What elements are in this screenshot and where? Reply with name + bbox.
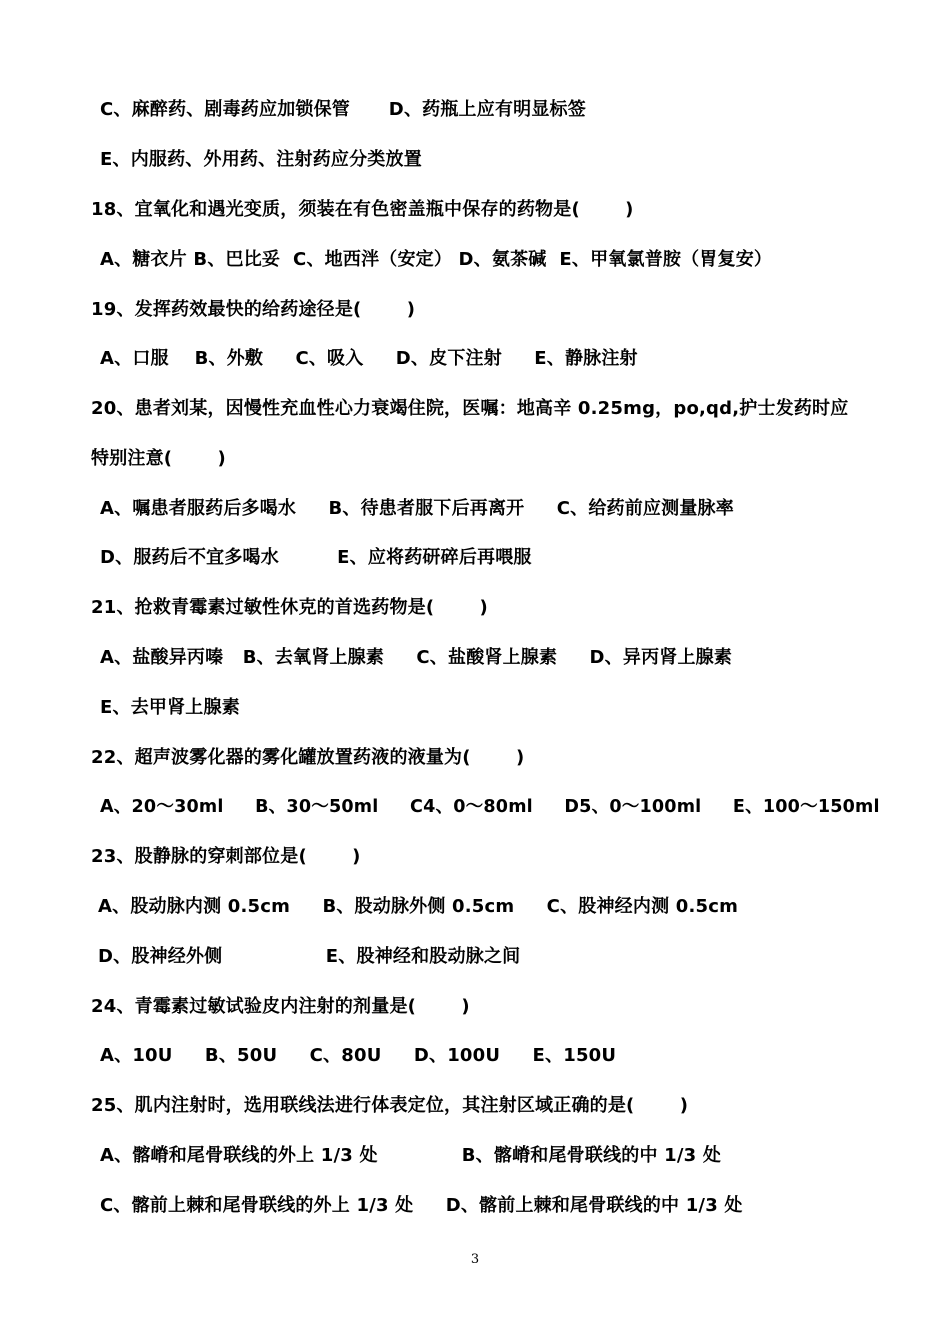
question-21: 21、抢救青霉素过敏性休克的首选药物是( ) xyxy=(91,597,488,618)
option-line-q22: A、20～30ml B、30～50ml C4、0～80ml D5、0～100ml E、100～150ml xyxy=(100,796,880,817)
option-line-q25-cd: C、髂前上棘和尾骨联线的外上 1/3 处 D、髂前上棘和尾骨联线的中 1/3 处 xyxy=(100,1195,743,1216)
option-line-q20-abc: A、嘱患者服药后多喝水 B、待患者服下后再离开 C、给药前应测量脉率 xyxy=(100,498,734,519)
option-line-q21-abcd: A、盐酸异丙嗪 B、去氧肾上腺素 C、盐酸肾上腺素 D、异丙肾上腺素 xyxy=(100,647,733,668)
option-line-q19: A、口服 B、外敷 C、吸入 D、皮下注射 E、静脉注射 xyxy=(100,348,638,369)
question-19: 19、发挥药效最快的给药途径是( ) xyxy=(91,299,416,320)
page-number: 3 xyxy=(470,1252,480,1267)
option-line-q21-e: E、去甲肾上腺素 xyxy=(100,697,240,718)
question-18: 18、宜氧化和遇光变质，须装在有色密盖瓶中保存的药物是( ) xyxy=(91,199,634,220)
question-20-line-1: 20、患者刘某，因慢性充血性心力衰竭住院，医嘱：地高辛 0.25mg，po,qd,护士发药时应 xyxy=(91,398,849,419)
option-line-q23-abc: A、股动脉内测 0.5cm B、股动脉外侧 0.5cm C、股神经内测 0.5cm xyxy=(98,896,739,917)
question-23: 23、股静脉的穿刺部位是( ) xyxy=(91,846,361,867)
option-line-q23-de: D、股神经外侧 E、股神经和股动脉之间 xyxy=(98,946,521,967)
question-20-line-2: 特别注意( ) xyxy=(91,448,226,469)
option-line-q25-ab: A、髂嵴和尾骨联线的外上 1/3 处 B、髂嵴和尾骨联线的中 1/3 处 xyxy=(100,1145,722,1166)
option-line-q18: A、糖衣片 B、巴比妥 C、地西泮（安定） D、氨茶碱 E、甲氧氯普胺（胃复安） xyxy=(100,249,773,270)
option-line-q20-de: D、服药后不宜多喝水 E、应将药研碎后再喂服 xyxy=(100,547,532,568)
option-line-q24: A、10U B、50U C、80U D、100U E、150U xyxy=(100,1045,617,1066)
option-line-q17-e: E、内服药、外用药、注射药应分类放置 xyxy=(100,149,422,170)
option-line-q17-cd: C、麻醉药、剧毒药应加锁保管 D、药瓶上应有明显标签 xyxy=(100,99,586,120)
question-24: 24、青霉素过敏试验皮内注射的剂量是( ) xyxy=(91,996,470,1017)
question-22: 22、超声波雾化器的雾化罐放置药液的液量为( ) xyxy=(91,747,525,768)
question-25: 25、肌内注射时，选用联线法进行体表定位，其注射区域正确的是( ) xyxy=(91,1095,689,1116)
